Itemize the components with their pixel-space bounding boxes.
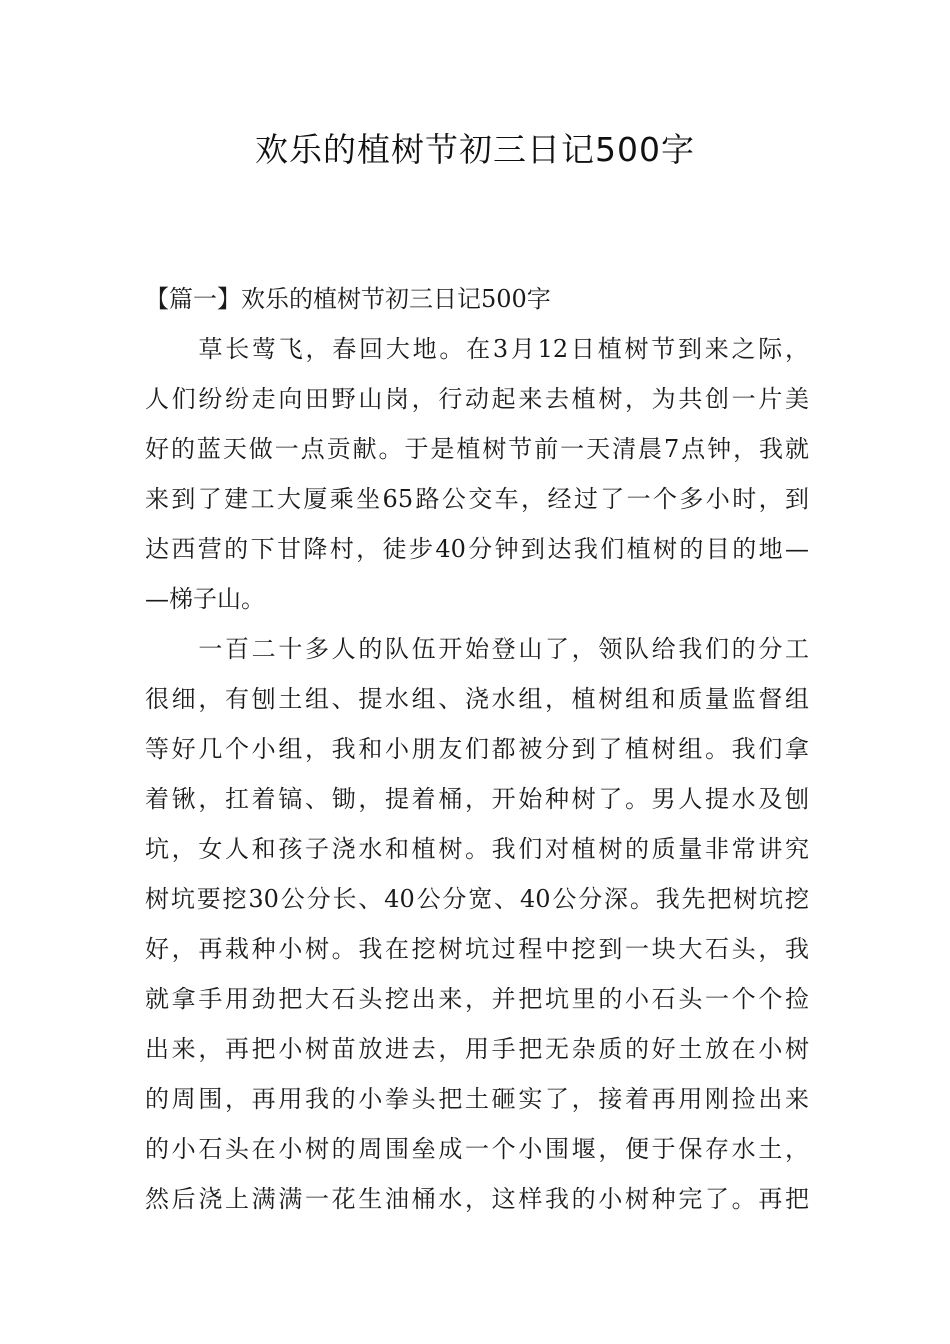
text-line: 等好几个小组，我和小朋友们都被分到了植树组。我们拿: [145, 735, 809, 763]
text-line: 好的蓝天做一点贡献。于是植树节前一天清晨7点钟，我就: [145, 435, 809, 463]
text-line: 很细，有刨土组、提水组、浇水组，植树组和质量监督组: [145, 685, 809, 713]
text-line: 就拿手用劲把大石头挖出来，并把坑里的小石头一个个捡: [145, 985, 809, 1013]
text-line: 草长莺飞，春回大地。在3月12日植树节到来之际，: [145, 335, 809, 363]
text-line: 的小石头在小树的周围垒成一个小围堰，便于保存水土，: [145, 1135, 809, 1163]
paragraph-1: [145, 324, 809, 624]
document-body: [145, 274, 809, 1224]
paragraph-2: [145, 624, 809, 1224]
text-line: 一百二十多人的队伍开始登山了，领队给我们的分工: [145, 635, 809, 663]
text-line: 的周围，再用我的小拳头把土砸实了，接着再用刚捡出来: [145, 1085, 809, 1113]
text-line: 然后浇上满满一花生油桶水，这样我的小树种完了。再把: [145, 1185, 809, 1213]
text-line: 着锹，扛着镐、锄，提着桶，开始种树了。男人提水及刨: [145, 785, 809, 813]
text-line: 出来，再把小树苗放进去，用手把无杂质的好土放在小树: [145, 1035, 809, 1063]
text-line: 达西营的下甘降村，徒步40分钟到达我们植树的目的地—: [145, 535, 809, 563]
text-line: —梯子山。: [145, 585, 265, 613]
text-line: 好，再栽种小树。我在挖树坑过程中挖到一块大石头，我: [145, 935, 809, 963]
text-line: 坑，女人和孩子浇水和植树。我们对植树的质量非常讲究: [145, 835, 809, 863]
section-heading: 【篇一】欢乐的植树节初三日记500字: [145, 285, 551, 313]
text-line: 树坑要挖30公分长、40公分宽、40公分深。我先把树坑挖: [145, 885, 809, 913]
text-line: 人们纷纷走向田野山岗，行动起来去植树，为共创一片美: [145, 385, 809, 413]
document-title: 欢乐的植树节初三日记500字: [255, 130, 695, 169]
text-line: 来到了建工大厦乘坐65路公交车，经过了一个多小时，到: [145, 485, 809, 513]
